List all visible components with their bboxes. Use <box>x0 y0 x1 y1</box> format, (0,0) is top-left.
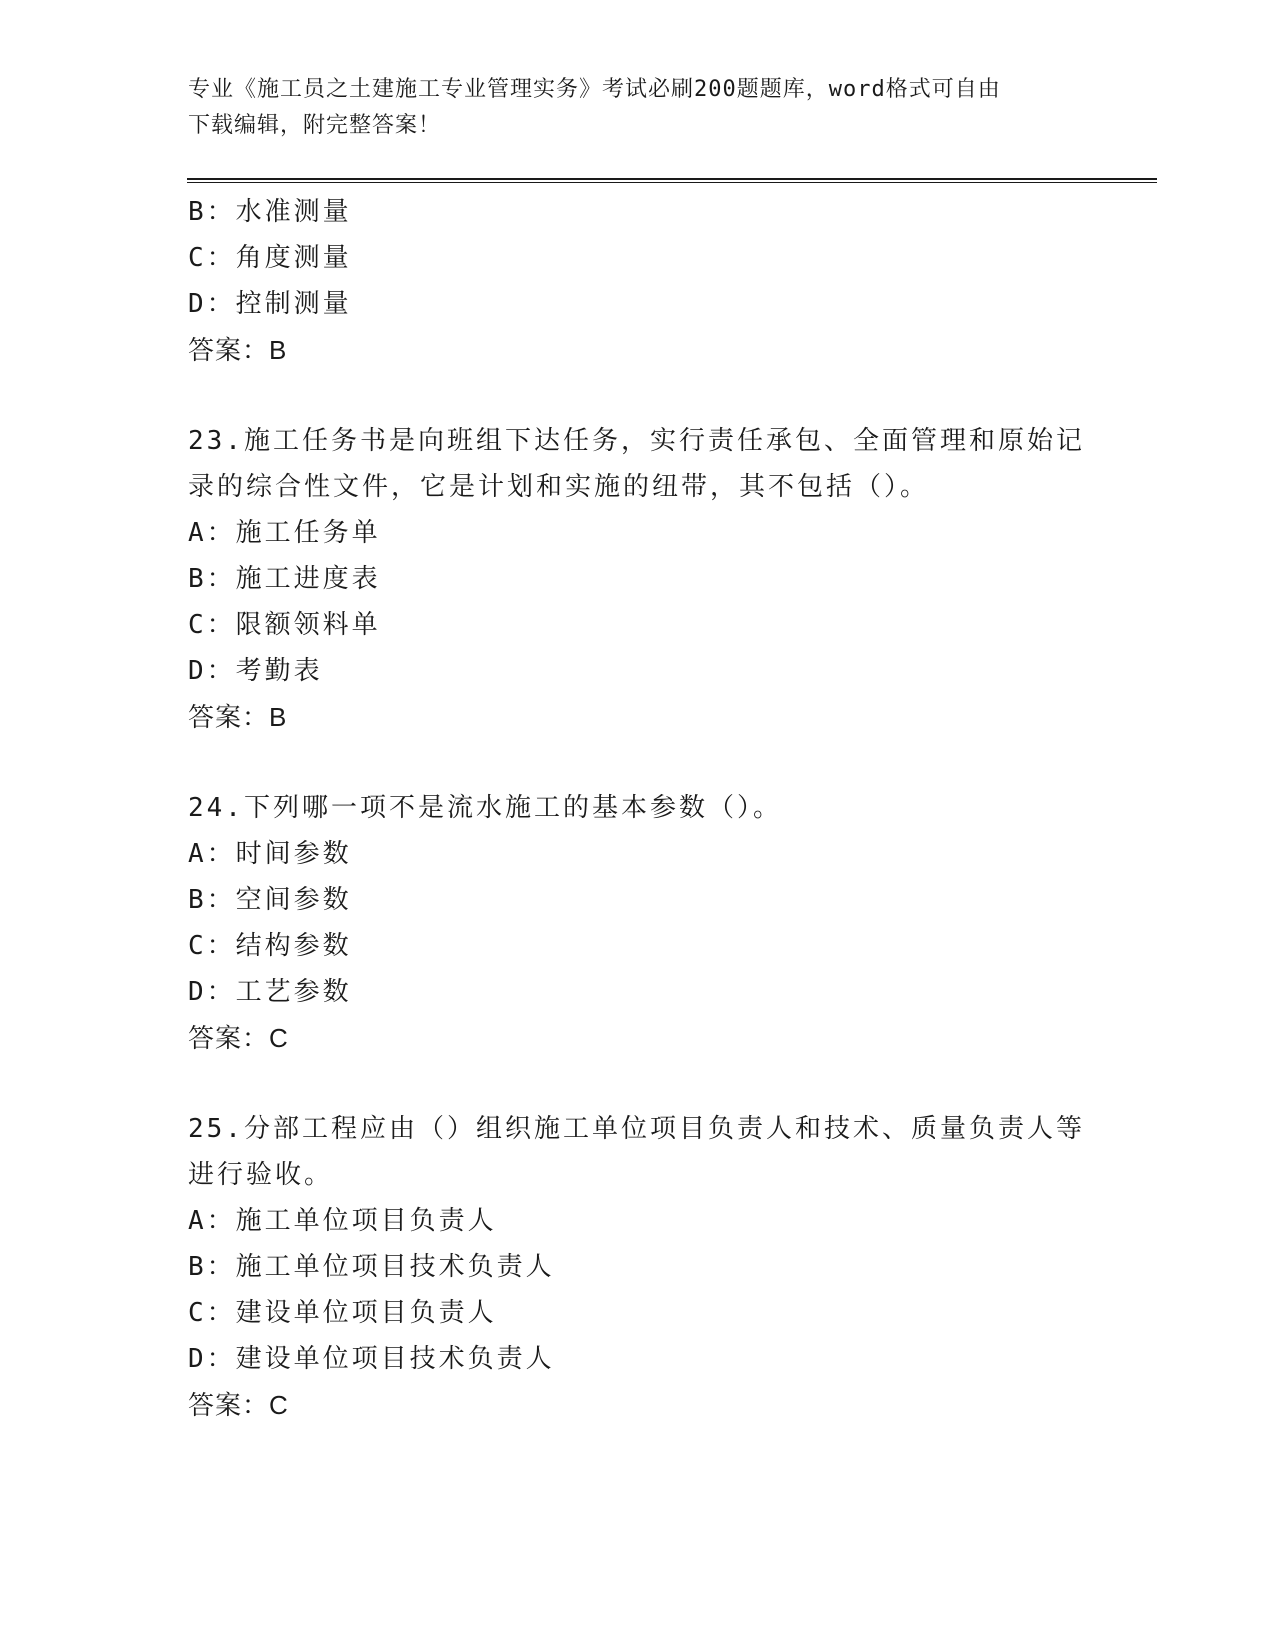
option-a: A：施工单位项目负责人 <box>188 1206 497 1236</box>
question-block-23 <box>188 418 1088 740</box>
option-d: D：控制测量 <box>188 289 352 319</box>
option-b: B：施工进度表 <box>188 564 381 594</box>
question-stem-line-2: 进行验收。 <box>188 1160 334 1190</box>
document-body <box>188 189 1088 1428</box>
question-stem-line-1: 23.施工任务书是向班组下达任务，实行责任承包、全面管理和原始记 <box>188 426 1085 456</box>
question-stem-line-2: 录的综合性文件，它是计划和实施的纽带，其不包括（）。 <box>188 472 930 502</box>
option-b: B：空间参数 <box>188 885 352 915</box>
answer-line: 答案：C <box>188 1390 289 1420</box>
option-c: C：限额领料单 <box>188 610 381 640</box>
question-block-25 <box>188 1106 1088 1428</box>
question-stem-line-1: 25.分部工程应由（）组织施工单位项目负责人和技术、质量负责人等 <box>188 1114 1085 1144</box>
option-c: C：建设单位项目负责人 <box>188 1298 497 1328</box>
option-a: A：时间参数 <box>188 839 352 869</box>
header-line-2: 下载编辑，附完整答案！ <box>188 113 442 138</box>
answer-line: 答案：C <box>188 1023 289 1053</box>
option-c: C：结构参数 <box>188 931 352 961</box>
option-d: D：建设单位项目技术负责人 <box>188 1344 555 1374</box>
header-divider <box>187 178 1157 183</box>
page-header <box>188 72 1088 144</box>
question-block-22 <box>188 189 1088 373</box>
header-line-1: 专业《施工员之土建施工专业管理实务》考试必刷200题题库，word格式可自由 <box>188 77 1001 102</box>
answer-line: 答案：B <box>188 702 288 732</box>
option-a: A：施工任务单 <box>188 518 381 548</box>
option-d: D：工艺参数 <box>188 977 352 1007</box>
question-stem-line-1: 24.下列哪一项不是流水施工的基本参数（）。 <box>188 793 782 823</box>
option-b: B：水准测量 <box>188 197 352 227</box>
option-c: C：角度测量 <box>188 243 352 273</box>
option-b: B：施工单位项目技术负责人 <box>188 1252 555 1282</box>
option-d: D：考勤表 <box>188 656 323 686</box>
answer-line: 答案：B <box>188 335 288 365</box>
question-block-24 <box>188 785 1088 1061</box>
